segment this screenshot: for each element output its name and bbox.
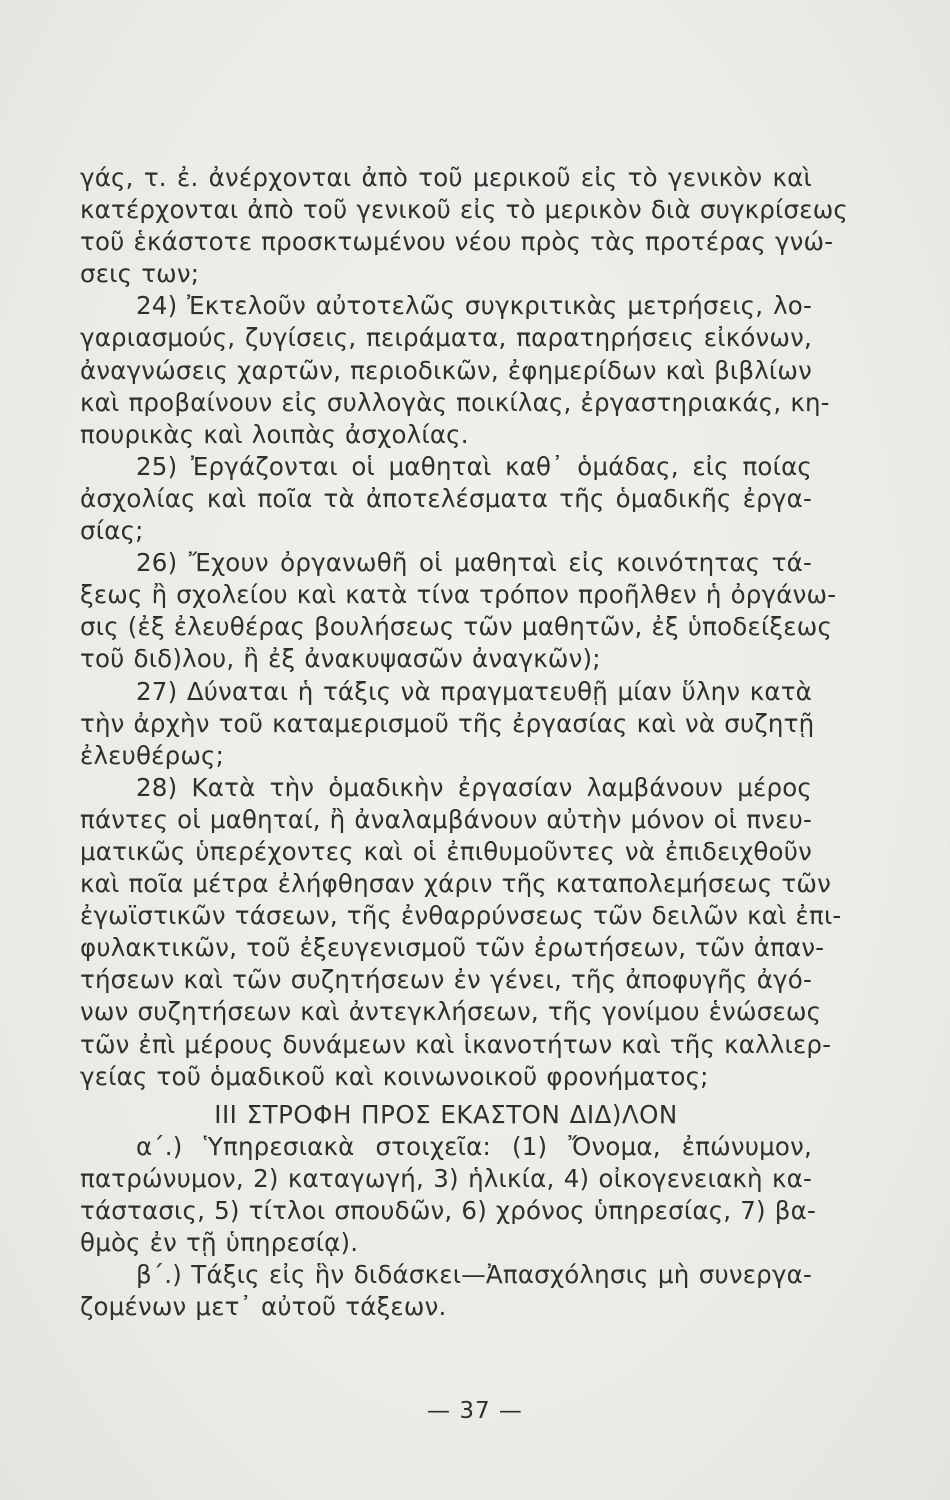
text-line: ἐγωϊστικῶν τάσεων, τῆς ἐνθαρρύνσεως τῶν δειλῶν καὶ ἐπι- xyxy=(80,901,842,931)
text-line: ζομένων μετ᾽ αὐτοῦ τάξεων. xyxy=(80,1292,447,1322)
text-line: καὶ προβαίνουν εἰς συλλογὰς ποικίλας, ἐργαστηριακάς, κη- xyxy=(80,387,830,417)
text-line: νων συζητήσεων καὶ ἀντεγκλήσεων, τῆς γονίμου ἑνώσεως xyxy=(80,997,822,1027)
text-line: ξεως ἢ σχολείου καὶ κατὰ τίνα τρόπον προῆλθεν ἡ ὀργάνω- xyxy=(80,580,837,610)
text-line: πουρικὰς καὶ λοιπὰς ἀσχολίας. xyxy=(80,419,469,449)
text-line: 24) Ἐκτελοῦν αὐτοτελῶς συγκριτικὰς μετρήσεις, λο- xyxy=(136,291,812,321)
text-line: σίας; xyxy=(80,516,144,546)
text-line: ἐλευθέρως; xyxy=(80,740,225,770)
text-line: σεις των; xyxy=(80,259,200,289)
body-text xyxy=(80,162,849,1323)
text-line: σις (ἐξ ἐλευθέρας βουλήσεως τῶν μαθητῶν, ἐξ ὑποδείξεως xyxy=(80,612,833,642)
text-line: 27) Δύναται ἡ τάξις νὰ πραγματευθῇ μίαν ὕλην κατὰ xyxy=(136,676,812,706)
text-line: 28) Κατὰ τὴν ὁμαδικὴν ἐργασίαν λαμβάνουν μέρος xyxy=(136,772,812,802)
text-line: καὶ ποῖα μέτρα ἐλήφθησαν χάριν τῆς καταπολεμήσεως τῶν xyxy=(80,869,831,899)
text-line: γείας τοῦ ὁμαδικοῦ καὶ κοινωνοικοῦ φρονήματος; xyxy=(80,1061,709,1091)
text-line: ἀσχολίας καὶ ποῖα τὰ ἀποτελέσματα τῆς ὁμαδικῆς ἐργα- xyxy=(80,483,812,513)
text-line: κατέρχονται ἀπὸ τοῦ γενικοῦ εἰς τὸ μερικὸν διὰ συγκρίσεως xyxy=(80,195,849,225)
text-line: γαριασμούς, ζυγίσεις, πειράματα, παρατηρήσεις εἰκόνων, xyxy=(80,323,812,353)
text-line: ἀναγνώσεις χαρτῶν, περιοδικῶν, ἐφημερίδων καὶ βιβλίων xyxy=(80,355,813,385)
text-line: πάντες οἱ μαθηταί, ἢ ἀναλαμβάνουν αὐτὴν μόνον οἱ πνευ- xyxy=(80,804,812,834)
text-line: τάστασις, 5) τίτλοι σπουδῶν, 6) χρόνος ὑπηρεσίας, 7) βα- xyxy=(80,1196,817,1225)
page-number: — 37 — xyxy=(427,1398,523,1424)
text-line: τοῦ ἑκάστοτε προσκτωμένου νέου πρὸς τὰς προτέρας γνώ- xyxy=(80,227,834,257)
text-line: 26) Ἔχουν ὀργανωθῆ οἱ μαθηταὶ εἰς κοινότητας τά- xyxy=(136,548,812,578)
text-line: γάς, τ. ἐ. ἀνέρχονται ἀπὸ τοῦ μερικοῦ εἰς τὸ γενικὸν καὶ xyxy=(80,163,812,192)
text-line: β΄.) Τάξις εἰς ἣν διδάσκει—Ἀπασχόλησις μὴ συνεργα- xyxy=(136,1260,812,1290)
text-line: τοῦ διδ)λου, ἢ ἐξ ἀνακυψασῶν ἀναγκῶν); xyxy=(80,644,601,674)
text-line: τήσεων καὶ τῶν συζητήσεων ἐν γένει, τῆς ἀποφυγῆς ἀγό- xyxy=(80,965,812,995)
text-line: τὴν ἀρχὴν τοῦ καταμερισμοῦ τῆς ἐργασίας καὶ νὰ συζητῇ xyxy=(80,708,815,738)
section-heading: III ΣΤΡΟΦΗ ΠΡΟΣ ΕΚΑΣΤΟΝ ΔΙΔ)ΛΟΝ xyxy=(214,1099,678,1129)
text-line: φυλακτικῶν, τοῦ ἐξευγενισμοῦ τῶν ἐρωτήσεων, τῶν ἀπαν- xyxy=(80,933,825,963)
text-line: θμὸς ἐν τῇ ὑπηρεσίᾳ). xyxy=(80,1228,359,1258)
text-line: 25) Ἐργάζονται οἱ μαθηταὶ καθ᾽ ὁμάδας, εἰς ποίας xyxy=(136,451,812,481)
text-line: πατρώνυμον, 2) καταγωγή, 3) ἡλικία, 4) οἰκογενειακὴ κα- xyxy=(80,1163,812,1193)
text-line: τῶν ἐπὶ μέρους δυνάμεων καὶ ἱκανοτήτων καὶ τῆς καλλιερ- xyxy=(80,1029,832,1059)
text-line: ματικῶς ὑπερέχοντες καὶ οἱ ἐπιθυμοῦντες νὰ ἐπιδειχθοῦν xyxy=(80,836,812,866)
text-line: α΄.) Ὑπηρεσιακὰ στοιχεῖα: (1) Ὄνομα, ἐπώνυμον, xyxy=(136,1131,812,1161)
